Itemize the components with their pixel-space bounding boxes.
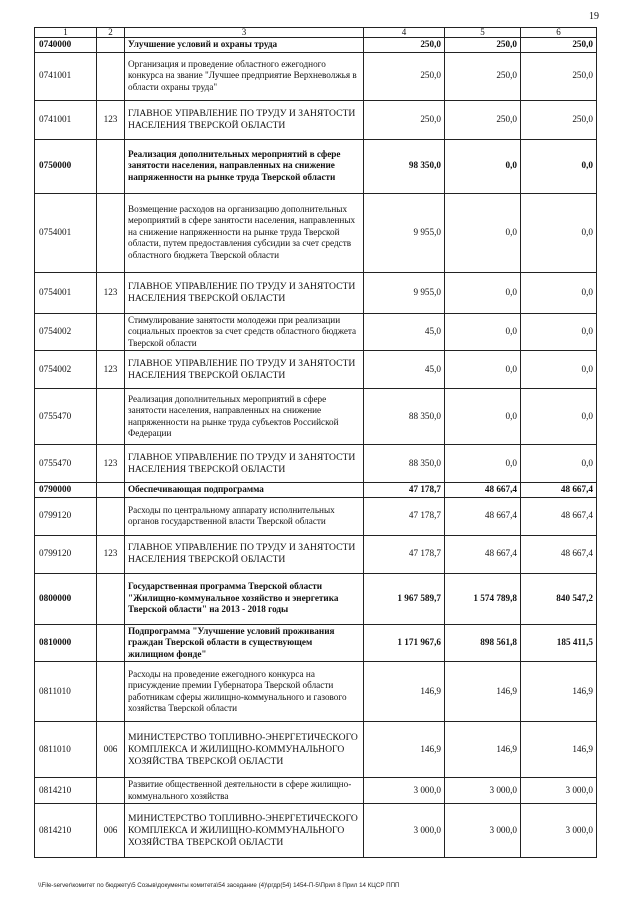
row-value-col4: 47 178,7	[364, 497, 445, 535]
row-department-cell: 123	[97, 100, 125, 139]
row-name-cell: Обеспечивающая подпрограмма	[125, 483, 364, 498]
row-department-cell	[97, 193, 125, 272]
row-department-cell	[97, 389, 125, 445]
row-department-cell: 006	[97, 722, 125, 778]
row-value-col5: 0,0	[445, 139, 521, 193]
row-value-col4: 47 178,7	[364, 483, 445, 498]
table-row	[35, 351, 597, 389]
row-value-col6: 0,0	[521, 389, 597, 445]
row-value-col5: 146,9	[445, 722, 521, 778]
row-name-cell: ГЛАВНОЕ УПРАВЛЕНИЕ ПО ТРУДУ И ЗАНЯТОСТИ НАСЕЛЕНИЯ ТВЕРСКОЙ ОБЛАСТИ	[125, 535, 364, 573]
row-value-col4: 45,0	[364, 351, 445, 389]
table-row	[35, 445, 597, 483]
row-name-cell: Реализация дополнительных мероприятий в сфере занятости населения, направленных на снижение напряженности на рынке труда Тверской области	[125, 139, 364, 193]
row-value-col6: 250,0	[521, 52, 597, 100]
row-value-col5: 48 667,4	[445, 483, 521, 498]
row-code-cell: 0754002	[35, 351, 97, 389]
row-value-col5: 0,0	[445, 193, 521, 272]
row-department-cell	[97, 483, 125, 498]
row-code-cell: 0814210	[35, 778, 97, 804]
row-name-cell: Улучшение условий и охраны труда	[125, 38, 364, 53]
table-row	[35, 573, 597, 624]
row-value-col6: 3 000,0	[521, 804, 597, 858]
table-row	[35, 100, 597, 139]
row-name-cell: Возмещение расходов на организацию дополнительных мероприятий в сфере занятости населения, направленных на снижение напряженности на рынке труда Тверской области, путем предоставления субсидии за счет средств областного бюджета Тверской области	[125, 193, 364, 272]
row-name-cell: Подпрограмма "Улучшение условий проживания граждан Тверской области в существующем жилищном фонде"	[125, 624, 364, 662]
row-code-cell: 0799120	[35, 535, 97, 573]
row-name-cell: Расходы по центральному аппарату исполнительных органов государственной власти Тверской области	[125, 497, 364, 535]
row-name-cell: Стимулирование занятости молодежи при реализации социальных проектов за счет средств областного бюджета Тверской области	[125, 313, 364, 351]
budget-table	[34, 27, 597, 858]
row-value-col6: 840 547,2	[521, 573, 597, 624]
row-value-col4: 3 000,0	[364, 804, 445, 858]
row-code-cell: 0790000	[35, 483, 97, 498]
column-number-4: 4	[364, 28, 445, 38]
table-row	[35, 778, 597, 804]
column-number-1: 1	[35, 28, 97, 38]
row-value-col4: 88 350,0	[364, 389, 445, 445]
column-number-2: 2	[97, 28, 125, 38]
row-value-col6: 3 000,0	[521, 778, 597, 804]
table-row	[35, 662, 597, 722]
row-value-col4: 1 171 967,6	[364, 624, 445, 662]
row-department-cell	[97, 662, 125, 722]
row-value-col4: 146,9	[364, 662, 445, 722]
row-value-col6: 185 411,5	[521, 624, 597, 662]
row-name-cell: МИНИСТЕРСТВО ТОПЛИВНО-ЭНЕРГЕТИЧЕСКОГО КОМПЛЕКСА И ЖИЛИЩНО-КОММУНАЛЬНОГО ХОЗЯЙСТВА ТВЕРСКОЙ ОБЛАСТИ	[125, 722, 364, 778]
row-value-col5: 250,0	[445, 38, 521, 53]
row-value-col6: 0,0	[521, 313, 597, 351]
row-code-cell: 0741001	[35, 52, 97, 100]
table-row	[35, 139, 597, 193]
row-name-cell: МИНИСТЕРСТВО ТОПЛИВНО-ЭНЕРГЕТИЧЕСКОГО КОМПЛЕКСА И ЖИЛИЩНО-КОММУНАЛЬНОГО ХОЗЯЙСТВА ТВЕРСКОЙ ОБЛАСТИ	[125, 804, 364, 858]
row-value-col5: 3 000,0	[445, 804, 521, 858]
row-department-cell: 123	[97, 351, 125, 389]
row-code-cell: 0754002	[35, 313, 97, 351]
row-department-cell: 123	[97, 445, 125, 483]
row-name-cell: ГЛАВНОЕ УПРАВЛЕНИЕ ПО ТРУДУ И ЗАНЯТОСТИ НАСЕЛЕНИЯ ТВЕРСКОЙ ОБЛАСТИ	[125, 351, 364, 389]
row-name-cell: ГЛАВНОЕ УПРАВЛЕНИЕ ПО ТРУДУ И ЗАНЯТОСТИ НАСЕЛЕНИЯ ТВЕРСКОЙ ОБЛАСТИ	[125, 100, 364, 139]
row-code-cell: 0741001	[35, 100, 97, 139]
row-value-col4: 250,0	[364, 100, 445, 139]
row-value-col4: 88 350,0	[364, 445, 445, 483]
row-department-cell	[97, 139, 125, 193]
table-row	[35, 272, 597, 313]
row-department-cell	[97, 624, 125, 662]
row-value-col6: 250,0	[521, 38, 597, 53]
row-value-col4: 146,9	[364, 722, 445, 778]
row-code-cell: 0799120	[35, 497, 97, 535]
row-name-cell: Государственная программа Тверской области "Жилищно-коммунальное хозяйство и энергетика Тверской области" на 2013 - 2018 годы	[125, 573, 364, 624]
table-row	[35, 624, 597, 662]
row-value-col4: 9 955,0	[364, 193, 445, 272]
table-row	[35, 38, 597, 53]
row-department-cell	[97, 313, 125, 351]
file-path-footer: \\File-server\комитет по бюджету\5 Созыв\документы комитета\54 заседание (4)\ргдр(54) 1454-П-5\Прил 8 Прил 14 КЦСР ППП	[38, 882, 400, 889]
page-number: 19	[589, 11, 599, 22]
row-value-col6: 0,0	[521, 351, 597, 389]
row-code-cell: 0755470	[35, 445, 97, 483]
column-number-5: 5	[445, 28, 521, 38]
table-row	[35, 497, 597, 535]
row-value-col5: 250,0	[445, 100, 521, 139]
row-value-col5: 0,0	[445, 351, 521, 389]
row-value-col5: 0,0	[445, 313, 521, 351]
row-value-col4: 47 178,7	[364, 535, 445, 573]
row-value-col5: 0,0	[445, 272, 521, 313]
row-value-col5: 898 561,8	[445, 624, 521, 662]
row-value-col5: 250,0	[445, 52, 521, 100]
row-department-cell: 006	[97, 804, 125, 858]
row-department-cell: 123	[97, 272, 125, 313]
row-value-col6: 0,0	[521, 139, 597, 193]
row-value-col6: 0,0	[521, 193, 597, 272]
row-code-cell: 0755470	[35, 389, 97, 445]
row-department-cell	[97, 497, 125, 535]
row-code-cell: 0754001	[35, 193, 97, 272]
row-code-cell: 0800000	[35, 573, 97, 624]
row-code-cell: 0750000	[35, 139, 97, 193]
row-value-col5: 48 667,4	[445, 535, 521, 573]
row-value-col5: 0,0	[445, 389, 521, 445]
row-value-col4: 250,0	[364, 38, 445, 53]
row-value-col5: 0,0	[445, 445, 521, 483]
row-value-col4: 1 967 589,7	[364, 573, 445, 624]
table-row	[35, 535, 597, 573]
row-name-cell: Расходы на проведение ежегодного конкурса на присуждение премии Губернатора Тверской области работникам сферы жилищно-коммунального и газового хозяйства Тверской области	[125, 662, 364, 722]
row-value-col4: 98 350,0	[364, 139, 445, 193]
row-value-col6: 48 667,4	[521, 483, 597, 498]
row-value-col4: 45,0	[364, 313, 445, 351]
table-row	[35, 52, 597, 100]
row-value-col5: 146,9	[445, 662, 521, 722]
row-department-cell	[97, 52, 125, 100]
row-code-cell: 0811010	[35, 722, 97, 778]
row-value-col6: 48 667,4	[521, 497, 597, 535]
column-number-3: 3	[125, 28, 364, 38]
row-value-col6: 48 667,4	[521, 535, 597, 573]
row-name-cell: Развитие общественной деятельности в сфере жилищно-коммунального хозяйства	[125, 778, 364, 804]
table-row	[35, 193, 597, 272]
row-code-cell: 0740000	[35, 38, 97, 53]
row-code-cell: 0754001	[35, 272, 97, 313]
row-value-col6: 146,9	[521, 662, 597, 722]
table-row	[35, 483, 597, 498]
table-row	[35, 313, 597, 351]
row-value-col6: 250,0	[521, 100, 597, 139]
row-code-cell: 0810000	[35, 624, 97, 662]
row-value-col6: 0,0	[521, 272, 597, 313]
row-name-cell: Организация и проведение областного ежегодного конкурса на звание "Лучшее предприятие Верхневолжья в области охраны труда"	[125, 52, 364, 100]
row-value-col4: 250,0	[364, 52, 445, 100]
row-value-col6: 0,0	[521, 445, 597, 483]
row-department-cell	[97, 778, 125, 804]
row-code-cell: 0811010	[35, 662, 97, 722]
row-name-cell: ГЛАВНОЕ УПРАВЛЕНИЕ ПО ТРУДУ И ЗАНЯТОСТИ НАСЕЛЕНИЯ ТВЕРСКОЙ ОБЛАСТИ	[125, 272, 364, 313]
table-row	[35, 722, 597, 778]
row-department-cell	[97, 573, 125, 624]
row-value-col5: 48 667,4	[445, 497, 521, 535]
row-value-col4: 3 000,0	[364, 778, 445, 804]
row-value-col4: 9 955,0	[364, 272, 445, 313]
row-value-col5: 3 000,0	[445, 778, 521, 804]
column-number-6: 6	[521, 28, 597, 38]
row-department-cell	[97, 38, 125, 53]
row-value-col5: 1 574 789,8	[445, 573, 521, 624]
row-name-cell: Реализация дополнительных мероприятий в сфере занятости населения, направленных на снижение напряженности на рынке труда субъектов Российской Федерации	[125, 389, 364, 445]
row-code-cell: 0814210	[35, 804, 97, 858]
row-department-cell: 123	[97, 535, 125, 573]
column-number-row	[35, 28, 597, 38]
table-row	[35, 804, 597, 858]
table-row	[35, 389, 597, 445]
row-value-col6: 146,9	[521, 722, 597, 778]
row-name-cell: ГЛАВНОЕ УПРАВЛЕНИЕ ПО ТРУДУ И ЗАНЯТОСТИ НАСЕЛЕНИЯ ТВЕРСКОЙ ОБЛАСТИ	[125, 445, 364, 483]
